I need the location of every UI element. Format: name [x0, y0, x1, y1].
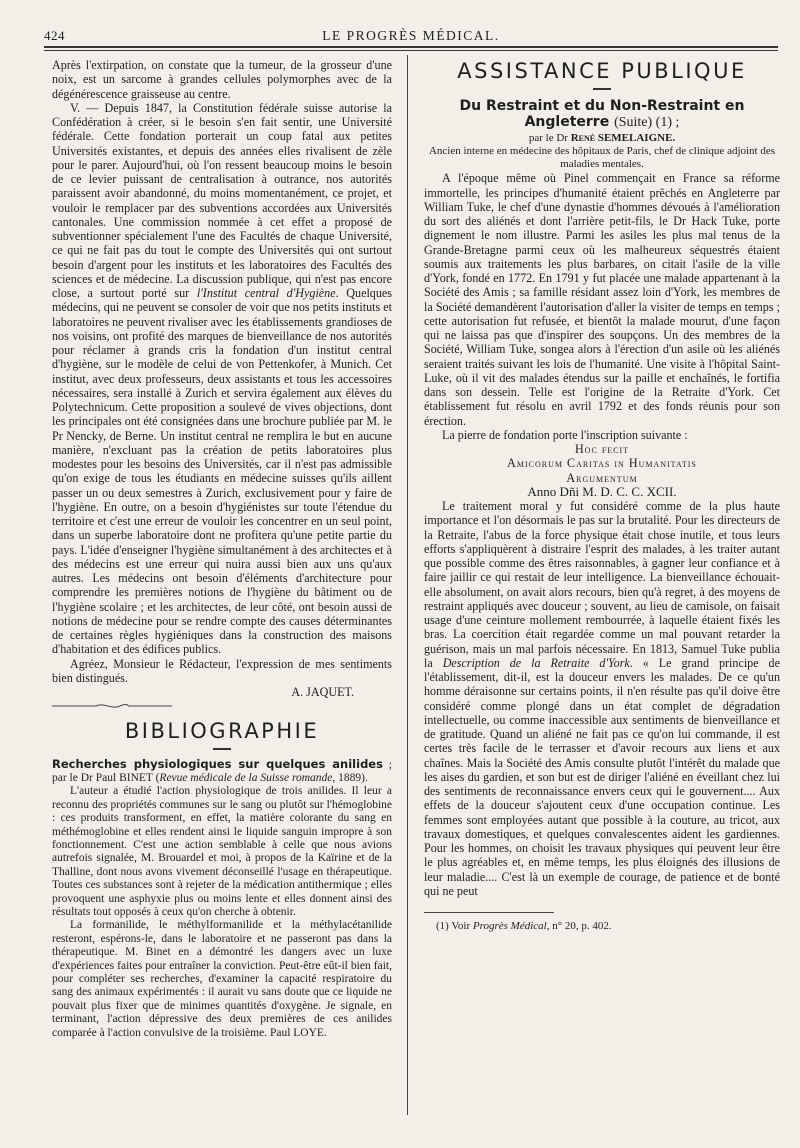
paragraph: La pierre de fondation porte l'inscription suivante :: [442, 427, 688, 442]
running-title: LE PROGRÈS MÉDICAL.: [322, 28, 500, 43]
section-title-rule: [213, 748, 231, 750]
author-affiliation: Ancien interne en médecine des hôpitaux de Paris, chef de clinique adjoint des maladies mentales.: [428, 145, 776, 171]
inscription-line: Argumentum: [566, 470, 638, 485]
section-title-assistance: ASSISTANCE PUBLIQUE: [457, 59, 747, 83]
article-title: Du Restraint et du Non-Restraint en Angleterre (Suite) (1) ;: [459, 98, 745, 130]
section-title-bibliographie: BIBLIOGRAPHIE: [124, 718, 320, 743]
ornament-divider: [52, 702, 172, 710]
paragraph-universite: V. — Depuis 1847, la Constitution fédérale suisse autorise la Confédération à créer, si le besoin s'en fait sentir, une Université fédérale. Cette fondation porterait un coup fatal aux petites Universités existantes, et depuis des années elles rivalisent de zèle pour le parer. Aujourd'hui, où l'on ressent beaucoup moins le besoin de ce levier puissant de centralisation à outrance, nos autorités paraissent avoir abandonné, du moins momentanément, ce projet, et vouloir le remplacer par des subventions accordées aux Universités cantonales. Une commission nommée à cet effet a proposé de subventionner spécialement l'une des Facultés de chaque Université, ce qui ne fait pas du tout le compte des Universités qui ont surtout besoin d'argent pour les instituts et les laboratoires des Facultés des sciences et de médecine. La discussion publique, qui n'est pas encore close, a surtout porté sur l'Institut central d'Hygiène. Quelques médecins, qui ne peuvent se consoler de voir que nos petits instituts et laboratoires ne peuvent rivaliser avec les établissements grandioses de nos voisins, ont profité des marques de bienveillance de nos autorités pour réclamer à grands cris la fondation d'un institut central d'hygiène, sur le modèle de celui de von Pettenkofer, à Munich. Cet institut, avec deux professeurs, deux assistants et tous les accessoires nécessaires, sera installé à Zurich et servira également aux élèves du Polytechnicum. Cette proposition a soulevé de vives objections, dont les principales ont été consignées dans une brochure publiée par M. le Pr Nencky, de Berne. Un institut central ne remplira le but en aucune manière, n'excluant pas la création de petits laboratoires plus modestes pour les besoins des Universités, car il n'est pas admissible qu'on exige de tous les étudiants en médecine suisses qu'ils aillent passer un ou deux semestres à Zurich, exclusivement pour y faire de l'hygiène. En outre, on a besoin d'hygiénistes sur toute l'étendue du territoire et c'est une erreur de vouloir les concentrer en un seul point, dans un superbe laboratoire dont ne profitera qu'une petite partie du pays. L'idée d'enseigner l'hygiène simultanément à des architectes et à des médecins est une erreur qui nuira aussi bien aux uns qu'aux autres. Les médecins ont besoin d'éléments d'architecture pour comprendre les premières notions de l'hygiène du bâtiment ou de l'hygiène scolaire ; et les architectes, de leur côté, ont besoin aussi de notions de médecine pour se rendre compte des causes déterminantes de certaines règles hygiéniques dans la construction des maisons d'habitation et des édifices publics.: [52, 100, 392, 657]
paragraph: Après l'extirpation, on constate que la tumeur, de la grosseur d'une noix, est un sarcome à grandes cellules polymorphes avec de la dégénérescence graisseuse au centre.: [52, 58, 392, 101]
signature: A. JAQUET.: [291, 685, 354, 699]
paragraph: L'auteur a étudié l'action physiologique de trois anilides. Il leur a reconnu des propriétés communes sur le sang ou plutôt sur l'hémoglobine : ces produits transforment, en effet, la matière colorante du sang en méthémoglobine et elles rendent ainsi le liquide sanguin impropre à son fonctionnement. C'est une action semblable à celle que nous avions autrefois signalée, M. Brouardel et moi, à propos de la Kaïrine et de la Thalline, dont nous avons vivement déconseillé l'usage en thérapeutique. Toutes ces substances sont à rejeter de la médication antithermique ; elles provoquent une asphyxie plus ou moins lente et elles donnent ainsi des résultats tout opposés à ceux qu'on cherche à obtenir.: [52, 785, 392, 918]
inscription-line: Hoc fecit: [574, 442, 630, 456]
paragraph: A l'époque même où Pinel commençait en France sa réforme immortelle, les principes d'humanité étaient prêchés en Angleterre par William Tuke, le chef d'une dynastie d'hommes dévoués à l'amélioration du sort des aliénés et dont l'arrière petit-fils, le Dr Hack Tuke, porte dignement le nom illustre. Parmi les asiles les plus mal tenus de la Grande-Bretagne parmi ceux où les malheureux séquestrés étaient soumis aux traitements les plus barbares, on citait l'asile de la ville d'York, fondé en 1772. En 1791 y fut placée une malade appartenant à la Société des Amis ; sa famille résidant assez loin d'York, les membres de la Société demandèrent l'autorisation d'aller la visiter de temps en temps ; cette autorisation fut refusée, et bientôt la malade mourut, d'une façon qui ne laissa pas que d'inspirer des soupçons. Un des membres de la Société, William Tuke, songea alors à l'érection d'un asile où les aliénés seraient traités suivant les lois de l'humanité. Une visite à l'hôpital Saint-Luke, où il vit des malades étendus sur la paille et enchaînés, le fortifia dans son dessein. Telle est l'origine de la Retraite d'York. Cet établissement fut résolu en avril 1792 et des fonds réunis pour son érection.: [424, 171, 780, 428]
inscription-date: Anno Dñi M. D. C. C. XCII.: [527, 483, 677, 499]
page-number: 424: [44, 28, 65, 43]
header-rule-thin: [44, 50, 778, 51]
page-header: [44, 26, 778, 44]
inscription-line: Amicorum Caritas in Humanitatis: [507, 456, 697, 471]
right-column: [424, 58, 780, 933]
paragraph-traitement: Le traitement moral y fut considéré comme de la plus haute importance et l'on désormais le pas sur la brutalité. Pour les directeurs de la Retraite, l'abus de la force physique était chose inutile, et tous leurs efforts s'appliquèrent à distraire l'esprit des malades, à les traiter autant que possible comme des êtres raisonnables, à gagner leur confiance et à faire jaillir ce qui restait de leur intelligence. La bienveillance échouait-elle absolument, on avait alors recours, bien qu'à regret, à des moyens de restraint appliqués avec douceur ; souvent, au lieu de camisole, on faisait usage d'une ceinture mollement rembourrée, à laquelle étaient fixés les bras. La coercition était regardée comme un mal pouvant retarder la guérison, mais un mal parfois nécessaire. En 1813, Samuel Tuke publia la Description de la Retraite d'York. « Le grand principe de l'établissement, dit-il, est la douceur envers les malades. De ce qu'un homme déraisonne sur certains points, il n'en résulte pas qu'il doive être considéré comme plongé dans un état complet de dégradation intellectuelle, ou comme inaccessible aux sentiments de bienveillance et de gratitude. Quand un aliéné ne fait pas ce qu'on lui commande, il est certes très facile de le terrasser et d'avoir recours aux liens et aux chaînes. Mais la Société des Amis consulte plutôt l'intérêt du malade que les aises du gardien, et son but est de diriger l'aliéné en éveillant chez lui des sentiments de reconnaissance envers ceux qui le gouvernent.... Aux effets de la douceur s'ajoutent ceux d'une occupation continue. Les femmes sont employées autant que possible à la couture, au tricot, aux travaux domestiques, et quelques convalescentes aident les gardiennes. Pour les hommes, on choisit les travaux physiques qui peuvent leur être le plus agréables et, en même temps, les plus éloignés des illusions de leur maladie.... C'est là un exemple de courage, de patience et de bonté qui ne peut: [424, 499, 780, 898]
footnote: (1) Voir Progrès Médical, n° 20, p. 402.: [436, 920, 612, 932]
section-title-rule: [593, 88, 611, 90]
biblio-heading: Recherches physiologiques sur quelques anilides ; par le Dr Paul BINET (Revue médicale de la Suisse romande, 1889).: [52, 756, 392, 784]
footnote-rule: [424, 912, 554, 913]
column-divider: [407, 55, 408, 1115]
paragraph-closing: Agréez, Monsieur le Rédacteur, l'expression de mes sentiments bien distingués.: [52, 656, 392, 685]
left-column: [52, 58, 392, 1040]
header-rule-thick: [44, 46, 778, 48]
paragraph: La formanilide, le méthylformanilide et la méthylacétanilide resteront, espérons-le, dans le laboratoire et ne passeront pas dans la thérapeutique. M. Binet en a démontré les dangers avec un luxe d'expériences faites pour entraîner la conviction. Peut-être eût-il bien fait, pour compléter ses recherches, d'examiner la capacité respiratoire du sang des animaux expérimentés : il aurait vu sans doute que ce liquide ne pouvait plus fixer que de minimes quantités d'oxygène. Je signale, en terminant, l'action dépressive des deux premières de ces anilides comparée à l'action convulsive de la troisième. Paul LOYE.: [52, 919, 392, 1039]
author-line: par le Dr René SEMELAIGNE.: [528, 132, 676, 144]
biblio-signature: Paul LOYE.: [269, 1026, 327, 1039]
